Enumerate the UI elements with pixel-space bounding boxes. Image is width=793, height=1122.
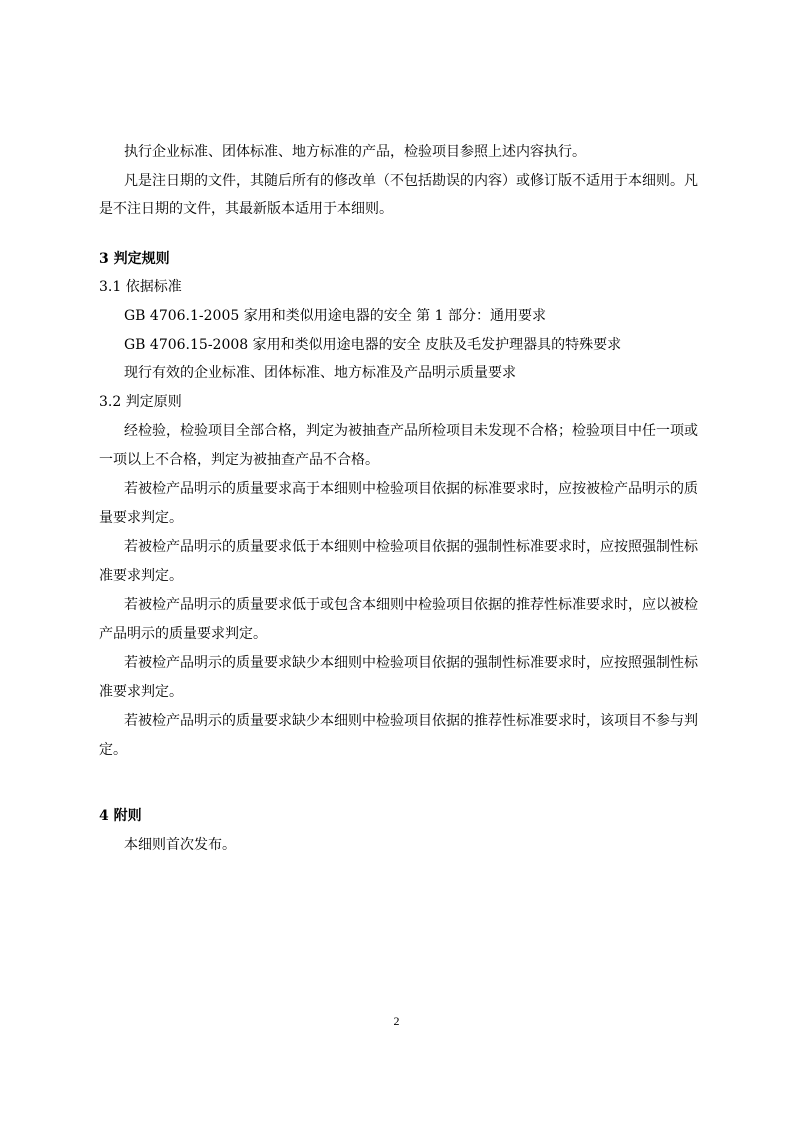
rule-paragraph-1-line-2: 一项以上不合格，判定为被抽查产品不合格。 bbox=[99, 452, 379, 468]
rule-paragraph-5-line-2: 准要求判定。 bbox=[99, 684, 183, 700]
section-4-heading: 4 附则 bbox=[99, 808, 142, 824]
rule-paragraph-2-line-1: 若被检产品明示的质量要求高于本细则中检验项目依据的标准要求时，应按被检产品明示的质 bbox=[124, 481, 698, 497]
rule-paragraph-2-line-2: 量要求判定。 bbox=[99, 510, 183, 526]
standard-item-2: GB 4706.15-2008 家用和类似用途电器的安全 皮肤及毛发护理器具的特殊要求 bbox=[124, 337, 622, 353]
section-3-2-heading: 3.2 判定原则 bbox=[99, 394, 182, 410]
page-number: 2 bbox=[393, 1014, 400, 1028]
rule-paragraph-6-line-1: 若被检产品明示的质量要求缺少本细则中检验项目依据的推荐性标准要求时，该项目不参与判 bbox=[124, 713, 698, 729]
rule-paragraph-3-line-1: 若被检产品明示的质量要求低于本细则中检验项目依据的强制性标准要求时，应按照强制性标 bbox=[124, 539, 698, 555]
intro-paragraph-2-line-1: 凡是注日期的文件，其随后所有的修改单（不包括勘误的内容）或修订版不适用于本细则。凡 bbox=[124, 173, 698, 189]
rule-paragraph-1-line-1: 经检验，检验项目全部合格，判定为被抽查产品所检项目未发现不合格；检验项目中任一项或 bbox=[124, 423, 698, 439]
rule-paragraph-6-line-2: 定。 bbox=[99, 742, 127, 758]
standard-item-1: GB 4706.1-2005 家用和类似用途电器的安全 第 1 部分：通用要求 bbox=[124, 308, 546, 324]
section-4-text: 本细则首次发布。 bbox=[124, 837, 236, 853]
section-3-heading: 3 判定规则 bbox=[99, 251, 170, 267]
rule-paragraph-4-line-2: 产品明示的质量要求判定。 bbox=[99, 626, 267, 642]
rule-paragraph-3-line-2: 准要求判定。 bbox=[99, 568, 183, 584]
standard-item-3: 现行有效的企业标准、团体标准、地方标准及产品明示质量要求 bbox=[124, 365, 516, 381]
section-3-1-heading: 3.1 依据标准 bbox=[99, 279, 182, 295]
intro-paragraph-1: 执行企业标准、团体标准、地方标准的产品，检验项目参照上述内容执行。 bbox=[124, 144, 586, 160]
intro-paragraph-2-line-2: 是不注日期的文件，其最新版本适用于本细则。 bbox=[99, 201, 393, 217]
rule-paragraph-4-line-1: 若被检产品明示的质量要求低于或包含本细则中检验项目依据的推荐性标准要求时，应以被检 bbox=[124, 597, 698, 613]
rule-paragraph-5-line-1: 若被检产品明示的质量要求缺少本细则中检验项目依据的强制性标准要求时，应按照强制性标 bbox=[124, 655, 698, 671]
